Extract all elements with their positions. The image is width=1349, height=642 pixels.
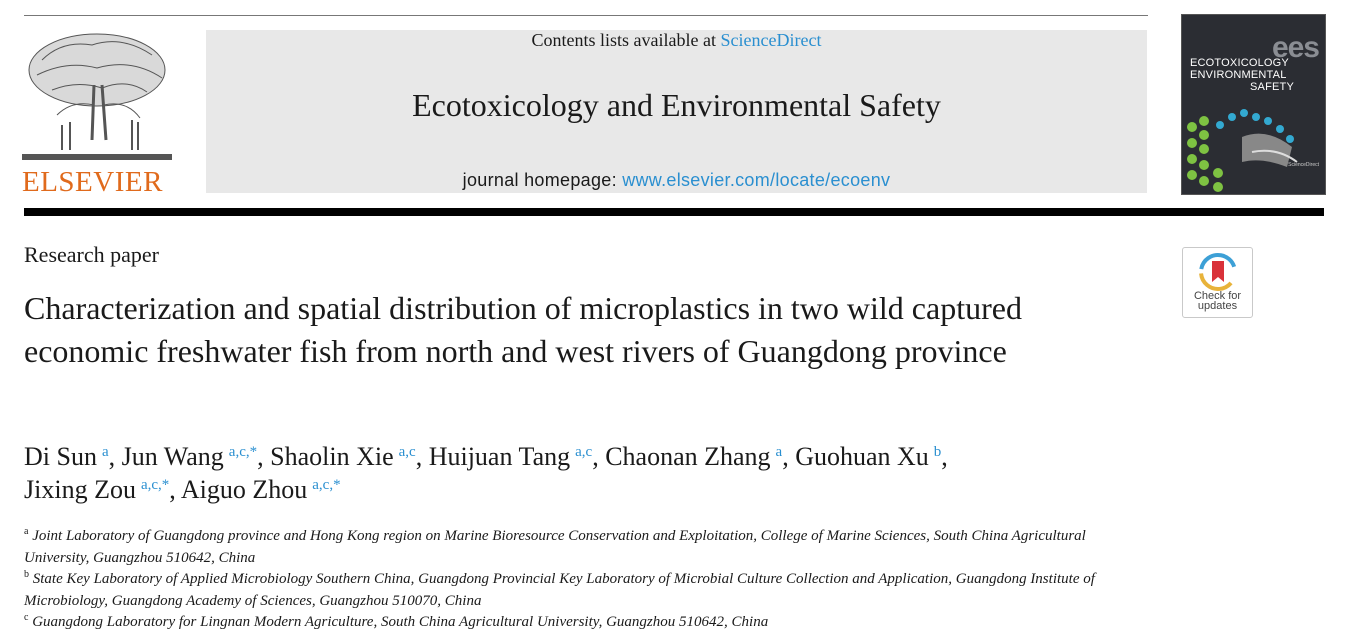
- cover-title: [1190, 57, 1294, 93]
- affiliation-mark: a: [24, 526, 29, 537]
- author-affiliation-marks[interactable]: a,c,*: [140, 477, 170, 493]
- author-affiliation-marks[interactable]: a: [101, 444, 109, 460]
- author-separator: ,: [415, 442, 429, 471]
- check-updates-label: [1183, 291, 1252, 311]
- article-title: Characterization and spatial distribution of microplastics in two wild captured economic freshwater fish from north and west rivers of Guangdong province: [24, 290, 1022, 369]
- author-separator: ,: [169, 475, 181, 504]
- cover-title-line3: SAFETY: [1250, 81, 1294, 93]
- author-affiliation-marks[interactable]: a: [775, 444, 783, 460]
- affiliation: [24, 569, 1154, 612]
- check-updates-line2: updates: [1197, 300, 1238, 312]
- author-separator: ,: [108, 442, 122, 471]
- article-type: Research paper: [24, 242, 159, 267]
- author-name[interactable]: Chaonan Zhang: [605, 442, 771, 471]
- check-updates-line1: Check for: [1193, 290, 1242, 302]
- author-affiliation-marks[interactable]: b: [933, 444, 942, 460]
- author-name[interactable]: Huijuan Tang: [428, 442, 571, 471]
- author-list: [24, 440, 1144, 506]
- journal-banner: [206, 30, 1147, 193]
- homepage-link[interactable]: www.elsevier.com/locate/ecoenv: [622, 170, 891, 190]
- affiliation-list: [24, 526, 1154, 634]
- cover-title-line1: ECOTOXICOLOGY: [1190, 57, 1289, 69]
- affiliation-mark: c: [24, 612, 29, 623]
- author-separator: ,: [941, 442, 948, 471]
- author-affiliation-marks[interactable]: a,c: [398, 444, 416, 460]
- contents-prefix: Contents lists available at: [531, 30, 721, 50]
- author-name[interactable]: Jixing Zou: [24, 475, 136, 504]
- affiliation-text: State Key Laboratory of Applied Microbiology Southern China, Guangdong Provincial Key Laboratory of Microbial Culture Collection and Application, Guangdong Institute of Microbiology, Guangdong Academy of Sciences, Guangzhou 510070, China: [24, 571, 1095, 609]
- publisher-name: ELSEVIER: [22, 166, 163, 198]
- affiliation: [24, 612, 1154, 634]
- author-affiliation-marks[interactable]: a,c: [575, 444, 593, 460]
- affiliation-text: Guangdong Laboratory for Lingnan Modern Agriculture, South China Agricultural University, Guangzhou 510642, China: [28, 614, 769, 630]
- journal-title: Ecotoxicology and Environmental Safety: [412, 87, 941, 123]
- affiliation: [24, 526, 1154, 569]
- author-separator: ,: [257, 442, 271, 471]
- author-name[interactable]: Jun Wang: [121, 442, 224, 471]
- author-name[interactable]: Aiguo Zhou: [180, 475, 308, 504]
- sciencedirect-link[interactable]: ScienceDirect: [720, 30, 822, 50]
- contents-line: [206, 30, 1147, 51]
- cover-title-line2: ENVIRONMENTAL: [1190, 69, 1287, 81]
- cover-graphic-icon: [1182, 107, 1326, 195]
- author-affiliation-marks[interactable]: a,c,*: [228, 444, 258, 460]
- check-updates-icon: [1198, 252, 1238, 292]
- homepage-line: [206, 170, 1147, 191]
- affiliation-mark: b: [24, 569, 29, 580]
- journal-cover[interactable]: [1181, 14, 1326, 195]
- author-affiliation-marks[interactable]: a,c,*: [312, 477, 341, 493]
- affiliation-text: Joint Laboratory of Guangdong province and Hong Kong region on Marine Bioresource Conservation and Exploitation, College of Marine Sciences, South China Agricultural University, Guangzhou 510642, China: [24, 528, 1086, 566]
- cover-footer: ScienceDirect: [1288, 162, 1319, 168]
- author-name[interactable]: Guohuan Xu: [795, 442, 929, 471]
- author-name[interactable]: Di Sun: [24, 442, 97, 471]
- author-name[interactable]: Shaolin Xie: [270, 442, 394, 471]
- tree-icon: [22, 30, 172, 162]
- author-separator: ,: [592, 442, 606, 471]
- header-rule: [24, 15, 1148, 16]
- homepage-prefix: journal homepage:: [462, 170, 623, 190]
- header-divider: [24, 208, 1324, 216]
- elsevier-logo[interactable]: [22, 30, 172, 198]
- author-separator: ,: [782, 442, 796, 471]
- check-for-updates-button[interactable]: [1182, 247, 1253, 318]
- cover-mark: ees: [1271, 31, 1319, 64]
